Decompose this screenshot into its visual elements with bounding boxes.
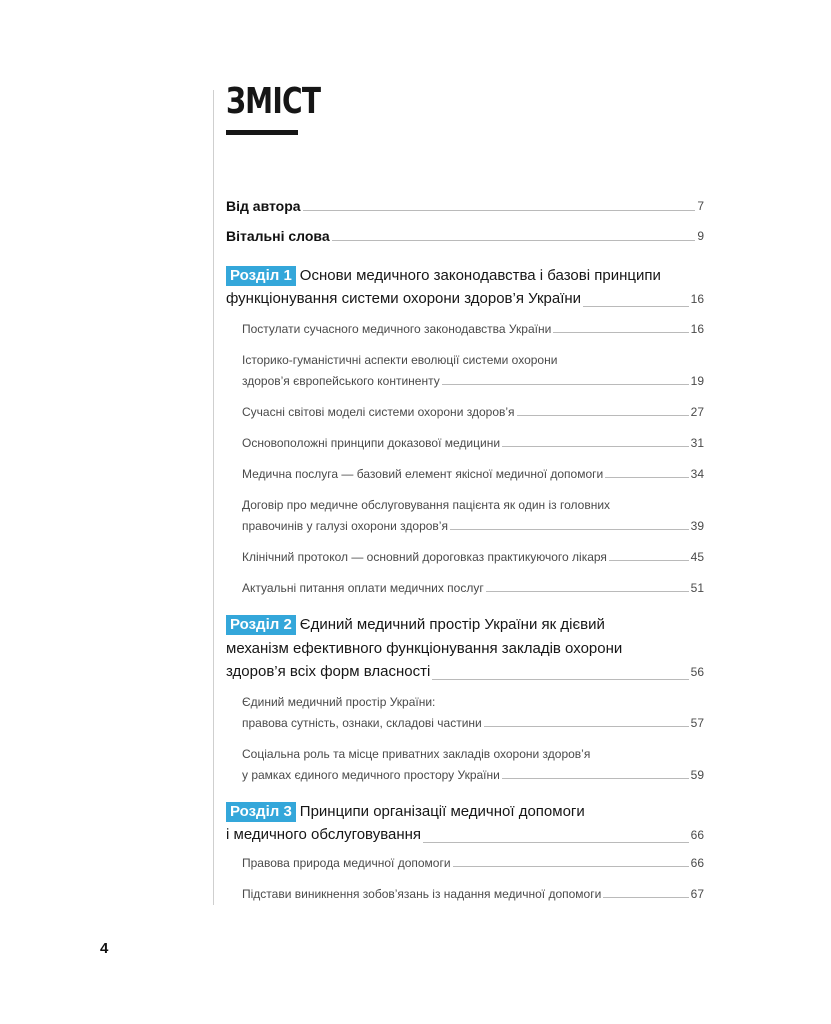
toc-entry-from-author[interactable] <box>226 198 704 214</box>
leader-dots <box>605 477 688 478</box>
leader-dots <box>553 332 688 333</box>
leader-dots <box>484 726 689 727</box>
toc-entry-page: 7 <box>697 199 704 213</box>
toc-subentry[interactable]: Клінічний протокол — основний дороговказ практикуючого лікаря 45 <box>242 550 704 564</box>
section-title-line: функціонування системи охорони здоров’я України <box>226 290 582 307</box>
leader-dots <box>502 778 689 779</box>
leader-dots <box>502 446 689 447</box>
toc-entry-title: Вітальні слова <box>226 228 330 244</box>
section-page: 56 <box>690 665 704 679</box>
section-1-items <box>226 322 704 595</box>
page-title: ЗМІСТ <box>226 81 321 122</box>
leader-dots <box>423 842 689 843</box>
toc-subentry[interactable]: Правова природа медичної допомоги 66 <box>242 856 704 870</box>
toc-subentry[interactable]: Договір про медичне обслуговування пацієнта як один із головних правочинів у галузі охорони здоров’я 39 <box>242 498 704 533</box>
leader-dots <box>517 415 689 416</box>
leader-dots <box>332 240 696 241</box>
toc-entry-page: 9 <box>697 229 704 243</box>
section-title-line: Основи медичного законодавства і базові принципи <box>299 267 661 284</box>
toc-entry-page: 51 <box>690 581 704 595</box>
leader-dots <box>609 560 689 561</box>
toc-subentry[interactable]: Історико-гуманістичні аспекти еволюції системи охорони здоров’я європейського континенту 19 <box>242 353 704 388</box>
leader-dots <box>486 591 689 592</box>
section-title-line: і медичного обслуговування <box>226 826 422 843</box>
page-number: 4 <box>100 940 109 957</box>
section-2-items <box>226 695 704 782</box>
toc-entry-page: 59 <box>690 768 704 782</box>
section-title-line: Єдиний медичний простір України як дієвий <box>299 616 605 633</box>
toc-entry-page: 16 <box>690 322 704 336</box>
toc-section-2[interactable] <box>226 613 704 683</box>
section-badge: Розділ 3 <box>226 802 296 822</box>
toc-subentry[interactable]: Медична послуга — базовий елемент якісної медичної допомоги 34 <box>242 467 704 481</box>
leader-dots <box>303 210 696 211</box>
leader-dots <box>583 306 689 307</box>
section-title-line: здоров’я всіх форм власності <box>226 663 431 680</box>
section-title-line: Принципи організації медичної допомоги <box>299 803 585 820</box>
toc-subentry[interactable]: Соціальна роль та місце приватних закладів охорони здоров’я у рамках єдиного медичного простору України 59 <box>242 747 704 782</box>
toc-subentry[interactable]: Основоположні принципи доказової медицини 31 <box>242 436 704 450</box>
table-of-contents <box>226 198 704 901</box>
section-title-line: механізм ефективного функціонування закладів охорони <box>226 640 623 657</box>
toc-entry-page: 31 <box>690 436 704 450</box>
leader-dots <box>453 866 689 867</box>
toc-section-1[interactable] <box>226 264 704 310</box>
section-page: 16 <box>690 292 704 306</box>
toc-subentry[interactable]: Підстави виникнення зобов’язань із надання медичної допомоги 67 <box>242 887 704 901</box>
toc-entry-page: 27 <box>690 405 704 419</box>
toc-entry-page: 34 <box>690 467 704 481</box>
toc-entry-page: 66 <box>690 856 704 870</box>
toc-subentry[interactable]: Постулати сучасного медичного законодавства України 16 <box>242 322 704 336</box>
margin-rule <box>213 90 214 905</box>
toc-subentry[interactable]: Актуальні питання оплати медичних послуг 51 <box>242 581 704 595</box>
toc-subentry[interactable]: Сучасні світові моделі системи охорони здоров’я 27 <box>242 405 704 419</box>
toc-subentry[interactable]: Єдиний медичний простір України: правова сутність, ознаки, складові частини 57 <box>242 695 704 730</box>
toc-entry-page: 39 <box>690 519 704 533</box>
toc-entry-greetings[interactable] <box>226 228 704 244</box>
toc-section-3[interactable] <box>226 800 704 846</box>
leader-dots <box>450 529 689 530</box>
toc-entry-page: 45 <box>690 550 704 564</box>
leader-dots <box>603 897 688 898</box>
section-3-items <box>226 856 704 901</box>
toc-entry-title: Від автора <box>226 198 301 214</box>
title-underline <box>226 130 298 135</box>
toc-entry-page: 67 <box>690 887 704 901</box>
leader-dots <box>432 679 688 680</box>
leader-dots <box>442 384 689 385</box>
section-badge: Розділ 2 <box>226 615 296 635</box>
toc-entry-page: 19 <box>690 374 704 388</box>
section-page: 66 <box>690 828 704 842</box>
section-badge: Розділ 1 <box>226 266 296 286</box>
toc-entry-page: 57 <box>690 716 704 730</box>
